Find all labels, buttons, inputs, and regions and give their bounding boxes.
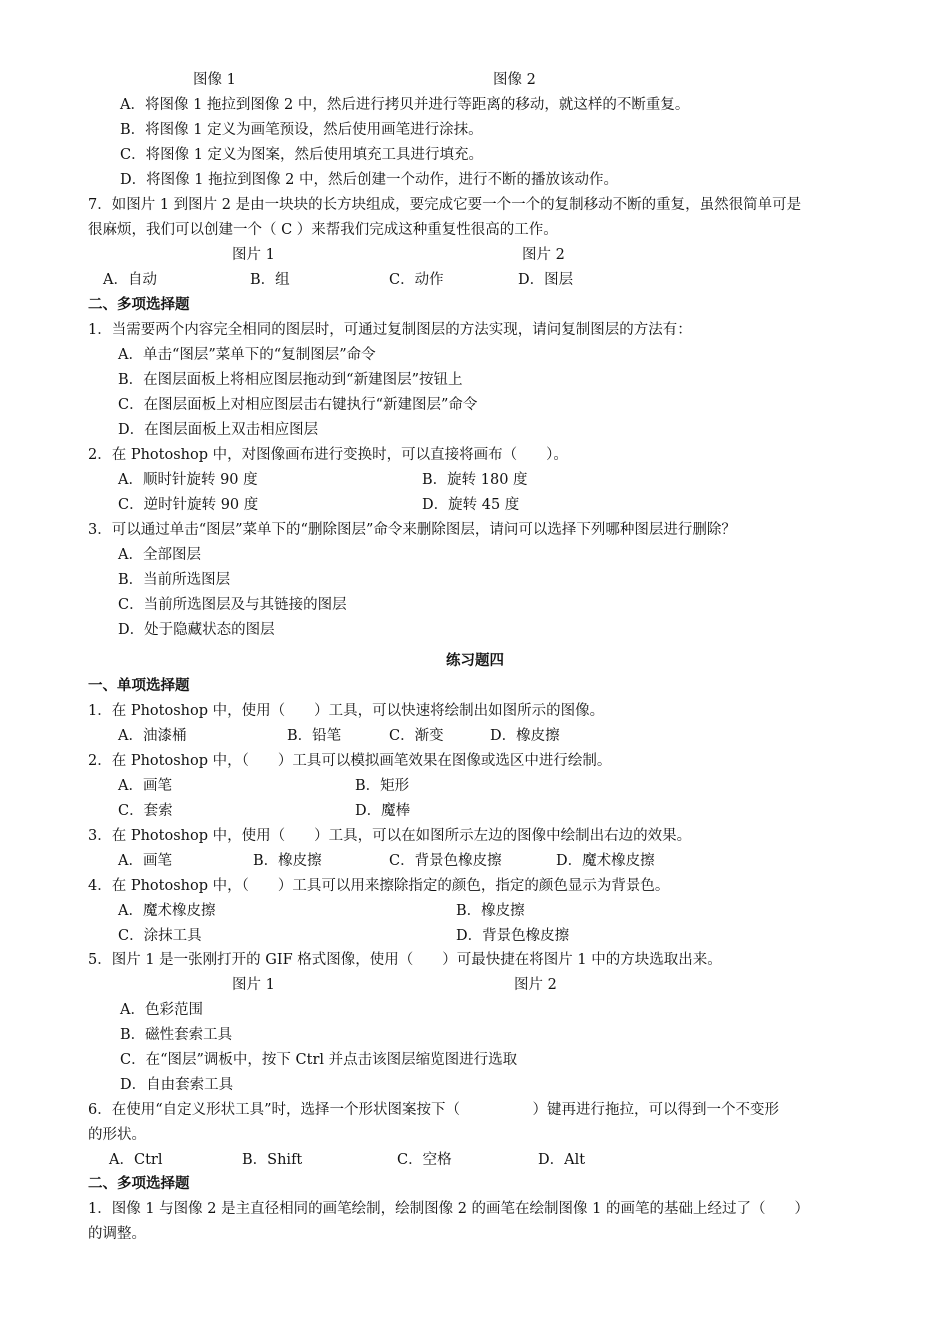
q6-option-c: C．将图像 1 定义为图案，然后使用填充工具进行填充。 (120, 147, 484, 163)
image-2-label: 图像 2 (493, 72, 536, 88)
m1-option-a: A．单击“图层”菜单下的“复制图层”命令 (118, 347, 376, 363)
s4-option-a: A．魔术橡皮擦 (118, 903, 216, 919)
s5-question: 5．图片 1 是一张刚打开的 GIF 格式图像，使用（ ）可最快捷在将图片 1 中的方块选取出来。 (88, 952, 722, 968)
q7-option-c: C．动作 (389, 272, 444, 288)
m3-option-a: A．全部图层 (118, 547, 201, 563)
s2-option-a: A．画笔 (118, 778, 172, 794)
exercise-title: 练习题四 (446, 653, 504, 669)
s6-question-line1: 6．在使用“自定义形状工具”时，选择一个形状图案按下（ ）键再进行拖拉，可以得到一个不变形 (88, 1102, 780, 1118)
s4-option-d: D．背景色橡皮擦 (456, 928, 570, 944)
s5-option-c: C．在“图层”调板中，按下 Ctrl 并点击该图层缩览图进行选取 (120, 1052, 518, 1068)
m2-option-b: B．旋转 180 度 (422, 472, 528, 488)
q7-question-line1: 7．如图片 1 到图片 2 是由一块块的长方块组成，要完成它要一个一个的复制移动不断的重复，虽然很简单可是 (88, 197, 802, 213)
s2-option-b: B．矩形 (355, 778, 410, 794)
s5-option-d: D．自由套索工具 (120, 1077, 234, 1093)
m2-question: 2．在 Photoshop 中，对图像画布进行变换时，可以直接将画布（ ）。 (88, 447, 568, 463)
m2-option-c: C．逆时针旋转 90 度 (118, 497, 259, 513)
m1-option-b: B．在图层面板上将相应图层拖动到“新建图层”按钮上 (118, 372, 463, 388)
s5-picture-1-label: 图片 1 (232, 977, 275, 993)
s1-option-a: A．油漆桶 (118, 728, 187, 744)
s1-option-c: C．渐变 (389, 728, 444, 744)
s6-option-a: A．Ctrl (109, 1152, 163, 1168)
q7-picture-2-label: 图片 2 (522, 247, 565, 263)
s2-option-d: D．魔棒 (355, 803, 411, 819)
m2-option-a: A．顺时针旋转 90 度 (118, 472, 258, 488)
q7-option-a: A．自动 (103, 272, 157, 288)
section-multiple-choice-heading-2: 二、多项选择题 (88, 1176, 190, 1192)
q7-question-line2: 很麻烦，我们可以创建一个（ C ）来帮我们完成这种重复性很高的工作。 (88, 222, 558, 238)
s5-option-b: B．磁性套索工具 (120, 1027, 233, 1043)
s5-option-a: A．色彩范围 (120, 1002, 203, 1018)
m1-question: 1．当需要两个内容完全相同的图层时，可通过复制图层的方法实现，请问复制图层的方法有： (88, 322, 692, 338)
s4-option-b: B．橡皮擦 (456, 903, 525, 919)
s5-picture-2-label: 图片 2 (514, 977, 557, 993)
q7-option-d: D．图层 (518, 272, 574, 288)
s6-option-c: C．空格 (397, 1152, 452, 1168)
s6-question-line2: 的形状。 (88, 1127, 146, 1143)
s4-question: 4．在 Photoshop 中，（ ）工具可以用来擦除指定的颜色，指定的颜色显示为背景色。 (88, 878, 670, 894)
section-multiple-choice-heading: 二、多项选择题 (88, 297, 190, 313)
s6-option-b: B．Shift (242, 1152, 303, 1168)
s1-option-d: D．橡皮擦 (490, 728, 560, 744)
q7-option-b: B．组 (250, 272, 290, 288)
mm1-question-line2: 的调整。 (88, 1226, 146, 1242)
s1-question: 1．在 Photoshop 中，使用（ ）工具，可以快速将绘制出如图所示的图像。 (88, 703, 605, 719)
s3-option-c: C．背景色橡皮擦 (389, 853, 502, 869)
m3-question: 3．可以通过单击“图层”菜单下的“删除图层”命令来删除图层，请问可以选择下列哪种图层进行删除？ (88, 522, 736, 538)
m3-option-c: C．当前所选图层及与其链接的图层 (118, 597, 347, 613)
s3-option-d: D．魔术橡皮擦 (556, 853, 655, 869)
q7-picture-1-label: 图片 1 (232, 247, 275, 263)
m1-option-c: C．在图层面板上对相应图层击右键执行“新建图层”命令 (118, 397, 478, 413)
s1-option-b: B．铅笔 (287, 728, 342, 744)
s3-option-b: B．橡皮擦 (253, 853, 322, 869)
section-single-choice-heading: 一、单项选择题 (88, 678, 190, 694)
s3-question: 3．在 Photoshop 中，使用（ ）工具，可以在如图所示左边的图像中绘制出右边的效果。 (88, 828, 692, 844)
s6-option-d: D．Alt (538, 1152, 586, 1168)
q6-option-b: B．将图像 1 定义为画笔预设，然后使用画笔进行涂抹。 (120, 122, 483, 138)
s3-option-a: A．画笔 (118, 853, 172, 869)
m2-option-d: D．旋转 45 度 (422, 497, 520, 513)
m1-option-d: D．在图层面板上双击相应图层 (118, 422, 319, 438)
mm1-question-line1: 1．图像 1 与图像 2 是主直径相同的画笔绘制，绘制图像 2 的画笔在绘制图像 1 的画笔的基础上经过了（ ） (88, 1201, 809, 1217)
s4-option-c: C．涂抹工具 (118, 928, 202, 944)
s2-option-c: C．套索 (118, 803, 173, 819)
m3-option-d: D．处于隐藏状态的图层 (118, 622, 275, 638)
q6-option-a: A．将图像 1 拖拉到图像 2 中，然后进行拷贝并进行等距离的移动，就这样的不断重复。 (120, 97, 690, 113)
q6-option-d: D．将图像 1 拖拉到图像 2 中，然后创建一个动作，进行不断的播放该动作。 (120, 172, 619, 188)
image-1-label: 图像 1 (193, 72, 236, 88)
m3-option-b: B．当前所选图层 (118, 572, 231, 588)
s2-question: 2．在 Photoshop 中，（ ）工具可以模拟画笔效果在图像或选区中进行绘制。 (88, 753, 612, 769)
